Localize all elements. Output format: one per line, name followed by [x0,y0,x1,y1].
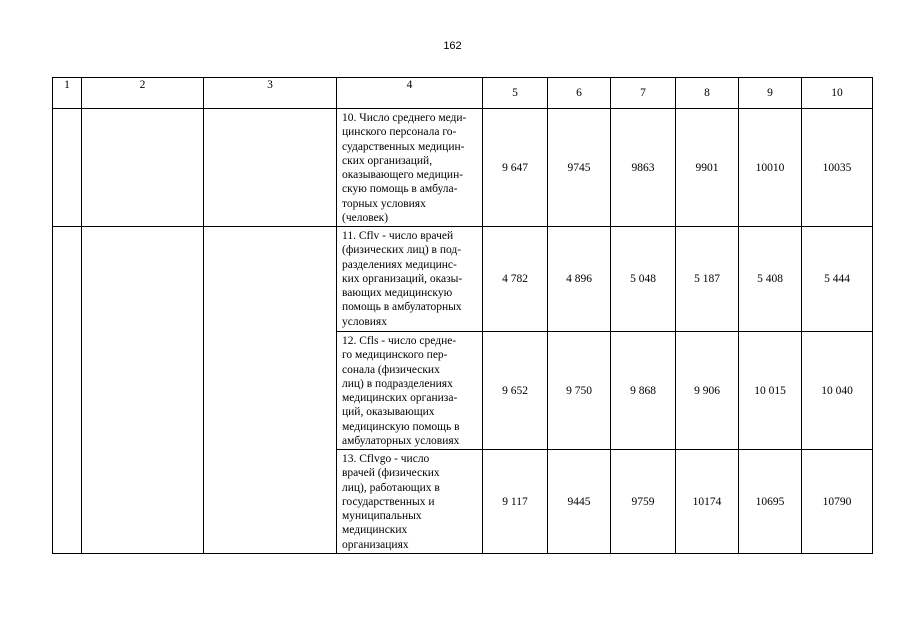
value-cell: 10695 [739,450,802,554]
label-line: сонала (физических [342,363,440,376]
value-cell: 9745 [548,109,611,227]
label-line: вающих медицинскую [342,287,453,300]
value-cell: 9 750 [548,332,611,450]
label-line: 10. Число среднего меди- [342,112,467,124]
label-line: лиц) в подразделениях [342,377,453,390]
blank-cell [82,109,204,227]
label-line: скую помощь в амбула- [342,183,458,196]
label-line: организациях [342,538,409,551]
header-cell-1: 1 [53,78,82,109]
label-line: ских организаций, [342,154,433,167]
label-line: врачей (физических [342,467,440,480]
table-row [53,109,873,227]
label-line: условиях [342,315,387,328]
table-row [53,227,873,332]
blank-cell [53,227,82,554]
value-cell: 4 896 [548,227,611,332]
label-line: сударственных медицин- [342,140,465,153]
value-cell: 5 444 [802,227,873,332]
value-cell: 10010 [739,109,802,227]
value-cell: 5 408 [739,227,802,332]
indicator-label [337,227,483,332]
indicator-label [337,109,483,227]
value-cell: 9 652 [483,332,548,450]
label-line: го медицинского пер- [342,349,448,362]
value-cell: 10 015 [739,332,802,450]
value-cell: 9863 [611,109,676,227]
blank-cell [82,227,204,554]
blank-cell [53,109,82,227]
label-line: амбулаторных условиях [342,435,460,448]
value-cell: 9759 [611,450,676,554]
header-cell-10: 10 [802,78,873,109]
header-cell-5: 5 [483,78,548,109]
value-cell: 10790 [802,450,873,554]
header-cell-8: 8 [676,78,739,109]
label-line: торных условиях [342,197,426,210]
label-line: цинского персонала го- [342,126,457,139]
label-line: медицинских [342,524,408,537]
label-line: 12. Cfls - число средне- [342,335,457,347]
value-cell: 9445 [548,450,611,554]
header-cell-4: 4 [337,78,483,109]
label-line: 11. Cflv - число врачей [342,230,454,242]
label-line: государственных и [342,495,435,508]
header-cell-9: 9 [739,78,802,109]
indicator-label [337,450,483,554]
value-cell: 10174 [676,450,739,554]
label-line: медицинских организа- [342,392,458,405]
table-header-row [53,78,873,109]
label-line: разделениях медицинс- [342,258,457,271]
label-line: 13. Cflvgo - число [342,453,430,465]
page-number: 162 [443,40,462,52]
indicator-label [337,332,483,450]
label-line: (физических лиц) в под- [342,244,462,257]
value-cell: 10035 [802,109,873,227]
value-cell: 5 048 [611,227,676,332]
label-line: (человек) [342,212,389,225]
label-line: помощь в амбулаторных [342,301,462,314]
value-cell: 9 906 [676,332,739,450]
label-line: оказывающего медицин- [342,169,464,182]
value-cell: 9 647 [483,109,548,227]
header-cell-3: 3 [204,78,337,109]
value-cell: 9901 [676,109,739,227]
value-cell: 5 187 [676,227,739,332]
blank-cell [204,109,337,227]
header-cell-6: 6 [548,78,611,109]
label-line: ких организаций, оказы- [342,272,463,285]
value-cell: 4 782 [483,227,548,332]
label-line: муниципальных [342,510,422,523]
header-cell-2: 2 [82,78,204,109]
label-line: медицинскую помощь в [342,420,460,433]
value-cell: 9 117 [483,450,548,554]
header-cell-7: 7 [611,78,676,109]
label-line: лиц), работающих в [342,481,440,494]
label-line: ций, оказывающих [342,406,435,419]
value-cell: 10 040 [802,332,873,450]
blank-cell [204,227,337,554]
value-cell: 9 868 [611,332,676,450]
data-table [52,77,873,554]
